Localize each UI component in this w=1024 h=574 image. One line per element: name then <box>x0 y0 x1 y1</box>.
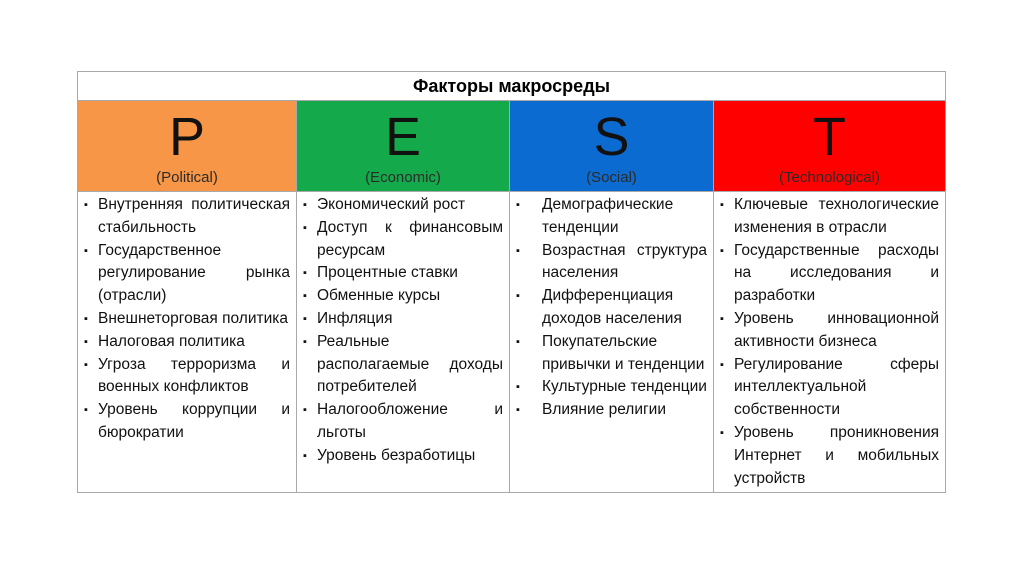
bullet-icon: ▪ <box>720 358 724 371</box>
list-item-text: Обменные курсы <box>317 287 441 305</box>
bullet-icon: ▪ <box>303 267 307 280</box>
bullet-icon: ▪ <box>516 290 520 303</box>
list-item-text: Культурные тенденции <box>542 378 707 396</box>
bullet-icon: ▪ <box>720 199 724 211</box>
list-item <box>720 194 939 240</box>
list-item <box>516 285 707 331</box>
header-political <box>78 101 297 192</box>
list-item <box>303 217 503 263</box>
bullet-icon: ▪ <box>303 199 307 211</box>
bullet-icon: ▪ <box>720 426 724 439</box>
social-factors-cell <box>510 192 714 493</box>
list-item-text: Покупательские привычки и тенденции <box>542 332 705 373</box>
bullet-icon: ▪ <box>303 221 307 234</box>
list-item <box>303 331 503 399</box>
list-item-text: Уровень коррупции и бюрократии <box>98 401 290 441</box>
list-item-text: Уровень безработицы <box>317 446 476 464</box>
body-row <box>78 192 946 493</box>
pest-table <box>77 71 946 493</box>
list-item <box>516 240 707 286</box>
list-item <box>84 331 290 354</box>
letter-t: T <box>813 107 846 167</box>
economic-factors-list <box>303 194 503 468</box>
bullet-icon: ▪ <box>84 244 88 257</box>
list-item-text: Экономический рост <box>317 196 466 213</box>
list-item <box>84 354 290 400</box>
list-item-text: Возрастная структура населения <box>542 241 707 282</box>
table-title: Факторы макросреды <box>78 72 946 101</box>
list-item-text: Налоговая политика <box>98 332 245 350</box>
list-item-text: Доступ к финансовым ресурсам <box>317 218 503 259</box>
list-item <box>303 262 503 285</box>
list-item-text: Демографические тенденции <box>542 196 674 236</box>
list-item-text: Государственное регулирование рынка (отрасли) <box>98 241 290 305</box>
list-item-text: Реальные располагаемые доходы потребителей <box>317 332 503 396</box>
label-technological: (Technological) <box>779 169 880 186</box>
technological-factors-list <box>720 194 939 490</box>
header-technological <box>714 101 946 192</box>
bullet-icon: ▪ <box>516 199 520 211</box>
list-item-text: Ключевые технологические изменения в отрасли <box>734 196 939 236</box>
list-item <box>84 240 290 308</box>
bullet-icon: ▪ <box>84 358 88 371</box>
list-item-text: Государственные расходы на исследования и разработки <box>734 241 939 305</box>
bullet-icon: ▪ <box>516 381 520 394</box>
bullet-icon: ▪ <box>303 449 307 462</box>
bullet-icon: ▪ <box>84 312 88 325</box>
list-item <box>720 308 939 354</box>
list-item-text: Внешнеторговая политика <box>98 309 288 327</box>
label-social: (Social) <box>586 169 637 186</box>
list-item-text: Инфляция <box>317 309 393 327</box>
bullet-icon: ▪ <box>303 290 307 303</box>
list-item-text: Регулирование сферы интеллектуальной собственности <box>734 355 939 419</box>
bullet-icon: ▪ <box>516 335 520 348</box>
list-item-text: Угроза терроризма и военных конфликтов <box>98 355 290 396</box>
social-factors-list <box>516 194 707 422</box>
bullet-icon: ▪ <box>84 404 88 417</box>
list-item <box>516 376 707 399</box>
bullet-icon: ▪ <box>516 404 520 417</box>
list-item-text: Дифференциация доходов населения <box>542 287 682 327</box>
list-item <box>303 399 503 445</box>
list-item <box>84 194 290 240</box>
bullet-icon: ▪ <box>84 199 88 211</box>
label-political: (Political) <box>156 169 218 186</box>
header-row <box>78 101 946 192</box>
letter-p: P <box>168 107 206 167</box>
header-social <box>510 101 714 192</box>
title-row <box>78 72 946 101</box>
technological-factors-cell <box>714 192 946 493</box>
economic-factors-cell <box>297 192 510 493</box>
list-item <box>84 399 290 445</box>
letter-s: S <box>593 107 630 167</box>
bullet-icon: ▪ <box>720 312 724 325</box>
list-item-text: Уровень инновационной активности бизнеса <box>734 309 939 350</box>
bullet-icon: ▪ <box>303 335 307 348</box>
list-item <box>516 331 707 377</box>
list-item-text: Влияние религии <box>542 401 666 419</box>
list-item-text: Процентные ставки <box>317 264 458 282</box>
political-factors-cell <box>78 192 297 493</box>
label-economic: (Economic) <box>365 169 441 186</box>
list-item <box>516 194 707 240</box>
list-item <box>720 422 939 490</box>
list-item <box>516 399 707 422</box>
list-item <box>303 285 503 308</box>
list-item <box>303 445 503 468</box>
letter-e: E <box>384 107 422 167</box>
list-item <box>720 240 939 308</box>
list-item <box>720 354 939 422</box>
list-item <box>303 194 503 217</box>
list-item-text: Налогообложение и льготы <box>317 401 503 441</box>
list-item <box>84 308 290 331</box>
list-item-text: Внутренняя политическая стабильность <box>98 196 290 236</box>
political-factors-list <box>84 194 290 445</box>
header-economic <box>297 101 510 192</box>
list-item <box>303 308 503 331</box>
list-item-text: Уровень проникновения Интернет и мобильных устройств <box>734 423 939 487</box>
bullet-icon: ▪ <box>84 335 88 348</box>
bullet-icon: ▪ <box>720 244 724 257</box>
bullet-icon: ▪ <box>303 312 307 325</box>
bullet-icon: ▪ <box>303 404 307 417</box>
bullet-icon: ▪ <box>516 244 520 257</box>
